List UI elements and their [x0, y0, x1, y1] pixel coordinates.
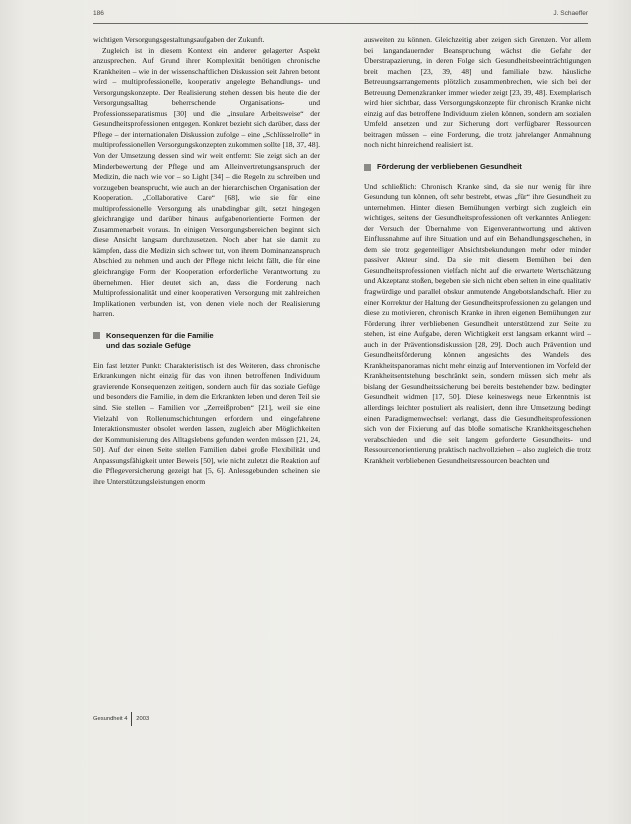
page-footer — [93, 712, 149, 726]
footer-divider — [131, 712, 132, 726]
left-column — [93, 35, 320, 487]
section-heading-health — [364, 162, 591, 173]
section-heading-family — [93, 331, 320, 352]
page-number: 186 — [93, 10, 104, 17]
paragraph-family: Ein fast letzter Punkt: Charakteristisch ist des Weiteren, dass chronische Erkrankungen nicht einzig für das von ihnen betroffenen Individuum gravierende Konsequenzen zeitigen, sondern auch für das soziale Gefüge und besonders die Familie, in dem die Erkrankten leben und deren Teil sie sind. Sie stellen – Familien vor „Zerreißproben“ [21], weil sie eine Vielzahl von Rollenumschichtungen erfordern und eingefahrene Interaktionsmuster obsolet werden lassen, zugleich aber Möglichkeiten der Kommunisierung des Alltagslebens gefunden werden müssen [21, 24, 50]. Auf der einen Seite stellen Familien dabei große Flexibilität und Anpassungsfähigkeit unter Beweis [50], wie nicht zuletzt die Reaktion auf die Pflegeversicherung gezeigt hat [5, 6]. Anlessgebunden scheinen sie ihre Unterstützungsleistungen enorm — [93, 360, 320, 486]
paragraph-continued: wichtigen Versorgungsgestaltungsaufgaben der Zukunft. — [93, 35, 265, 44]
heading-line-1: Konsequenzen für die Familie — [106, 330, 214, 340]
paragraph-health: Und schließlich: Chronisch Kranke sind, da sie nur wenig für ihre Gesundung tun können, oft sehr bestrebt, etwas „für“ ihre Gesundheit zu unternehmen. Hinter diesen Bemühungen verbirgt sich zugleich ein wichtiges, seitens der Gesundheitsprofessionen oft verkanntes Anliegen: der Versuch der Übernahme von Eigenverantwortung und aktiven Einflussnahme auf ihre Situation und auf ein Behandlungsgeschehen, in dem sie trotz gegenteiliger Absichtsbekundungen mehr oder minder passiver Akteur sind. Da sie mit diesem Bemühen bei den Gesundheitsprofessionen vielfach nicht auf die erwartete Wertschätzung und Akzeptanz stoßen, begeben sie sich nicht eben selten in eine qualitativ fragwürdige und parallel obskur anmutende Angebotslandschaft. Hier zu einer Korrektur der Haltung der Gesundheitsprofessionen zu gelangen und diese zu motivieren, chronisch Kranke in ihren eigenen Bemühungen zur Förderung ihrer verbliebenen Gesundheit unterstützend zur Seite zu stehen, ist eine Aufgabe, deren Wichtigkeit erst langsam erkannt wird – auch in der Präventionsdiskussion [28, 29]. Doch auch Prävention und Gesundheitsförderung können angesichts des Wandels des Krankheitspanoramas nicht mehr einzig auf Interventionen im Vorfeld der Krankheitsentstehung beschränkt sein, sondern müssen sich mehr als bislang der Gesundheitssicherung bei bereits bestehender bzw. bedingter Gesundheit widmen [17, 50]. Diese keineswegs neue Erkenntnis ist allerdings leichter postuliert als realisiert, denn ihre Umsetzung bedingt einen Paradigmenwechsel: verlangt, dass die Gesundheitsprofessionen sich von der Fixierung auf das bloße somatische Krankheitsgeschehen verabschieden und die seit langem geforderte Gesundheits- und Ressourcenorientierung praktisch nachvollziehen – also zugleich die trotz Krankheit verbliebenen Gesundheitsressourcen beachten und — [364, 181, 591, 465]
footer-year: 2003 — [136, 716, 150, 722]
running-author: J. Schaeffer — [553, 10, 588, 17]
paragraph-continued-right: ausweiten zu können. Gleichzeitig aber zeigen sich Grenzen. Vor allem bei langandauernder Beanspruchung wächst die Gefahr der Überstrapazierung, in deren Folge sich Gesundheitsbeeinträchtigungen breit machen [23, 39, 48] und familiale bzw. häusliche Betreuungsarrangements plötzlich zusammenbrechen, wie sich bei der Betreuung Demenzkranker immer wieder zeigt [23, 39, 48]. Exemplarisch wird hier sichtbar, dass Versorgungskonzepte für chronisch Kranke nicht einzig auf das betroffene Individuum zielen können, sondern am sozialen Umfeld ansetzen und zur Sicherung dort verfügbarer Ressourcen beitragen müssen – eine Forderung, die trotz jahrelanger Anmahnung noch nicht hinreichend realisiert ist. — [364, 35, 591, 150]
heading-marker-icon — [364, 164, 371, 171]
heading-marker-icon — [93, 332, 100, 339]
header-rule — [93, 23, 588, 24]
paragraph-multiprofessional: Zugleich ist in diesem Kontext ein anderer gelagerter Aspekt anzusprechen. Auf Grund ihrer Komplexität benötigen chronische Krankheiten – wie in der wissenschaftlichen Diskussion seit Jahren betont wird – multiprofessionelle, kooperativ angelegte Behandlungs- und Versorgungskonzepte. Der Realisierung stehen dessen bis heute die der Versorgungsalltag beherrschende Organisations- und Professionsseparatismus [30] und die „insulare Arbeitsweise“ der Gesundheitsprofessionen entgegen. Konkret bezieht sich darüber, dass der Pflege – der internationalen Diskussion zufolge – eine „Schlüsselrolle“ in multiprofessionellen Versorgungskonzepten zukommen sollte [18, 37, 48]. Von der Umsetzung dessen sind wir weit entfernt: Sie zeigt sich an der Minderbewertung der Pflege und am Alleinvertretungsanspruch der Medizin, die nach wie vor – so Light [34] – die Regeln zu schreiben und vorzugeben beansprucht, wie auch an der hierarchischen Organisation der Kooperation. „Collaborative Care“ [68], wie sie für eine multiprofessionelle Versorgung als unabdingbar gilt, setzt hingegen gleichrangige und darüber hinaus aufgabenorientierte Formen der Zusammenarbeit voraus. In einigen Versorgungsbereichen beginnt sich diese Ansicht langsam durchzusetzen. Noch aber hat sie damit zu kämpfen, dass die Medizin sich schwer tut, von ihrem Dominanzanspruch Abschied zu nehmen und auch der Pflege nicht leicht fällt, die für eine gleichrangige Form der Kooperation erforderliche Verantwortung zu übernehmen. Hier deutet sich an, dass die Forderung nach Multiprofessionalität und einer kooperativen Versorgung mit zahlreichen Implikationen verbunden ist, von denen viele noch der Realisierung harren. — [93, 45, 320, 319]
footer-source: Gesundheit 4 — [93, 716, 128, 722]
heading-line-2: und das soziale Gefüge — [106, 341, 191, 351]
right-column — [364, 35, 591, 466]
heading-text: Förderung der verbliebenen Gesundheit — [377, 162, 522, 172]
